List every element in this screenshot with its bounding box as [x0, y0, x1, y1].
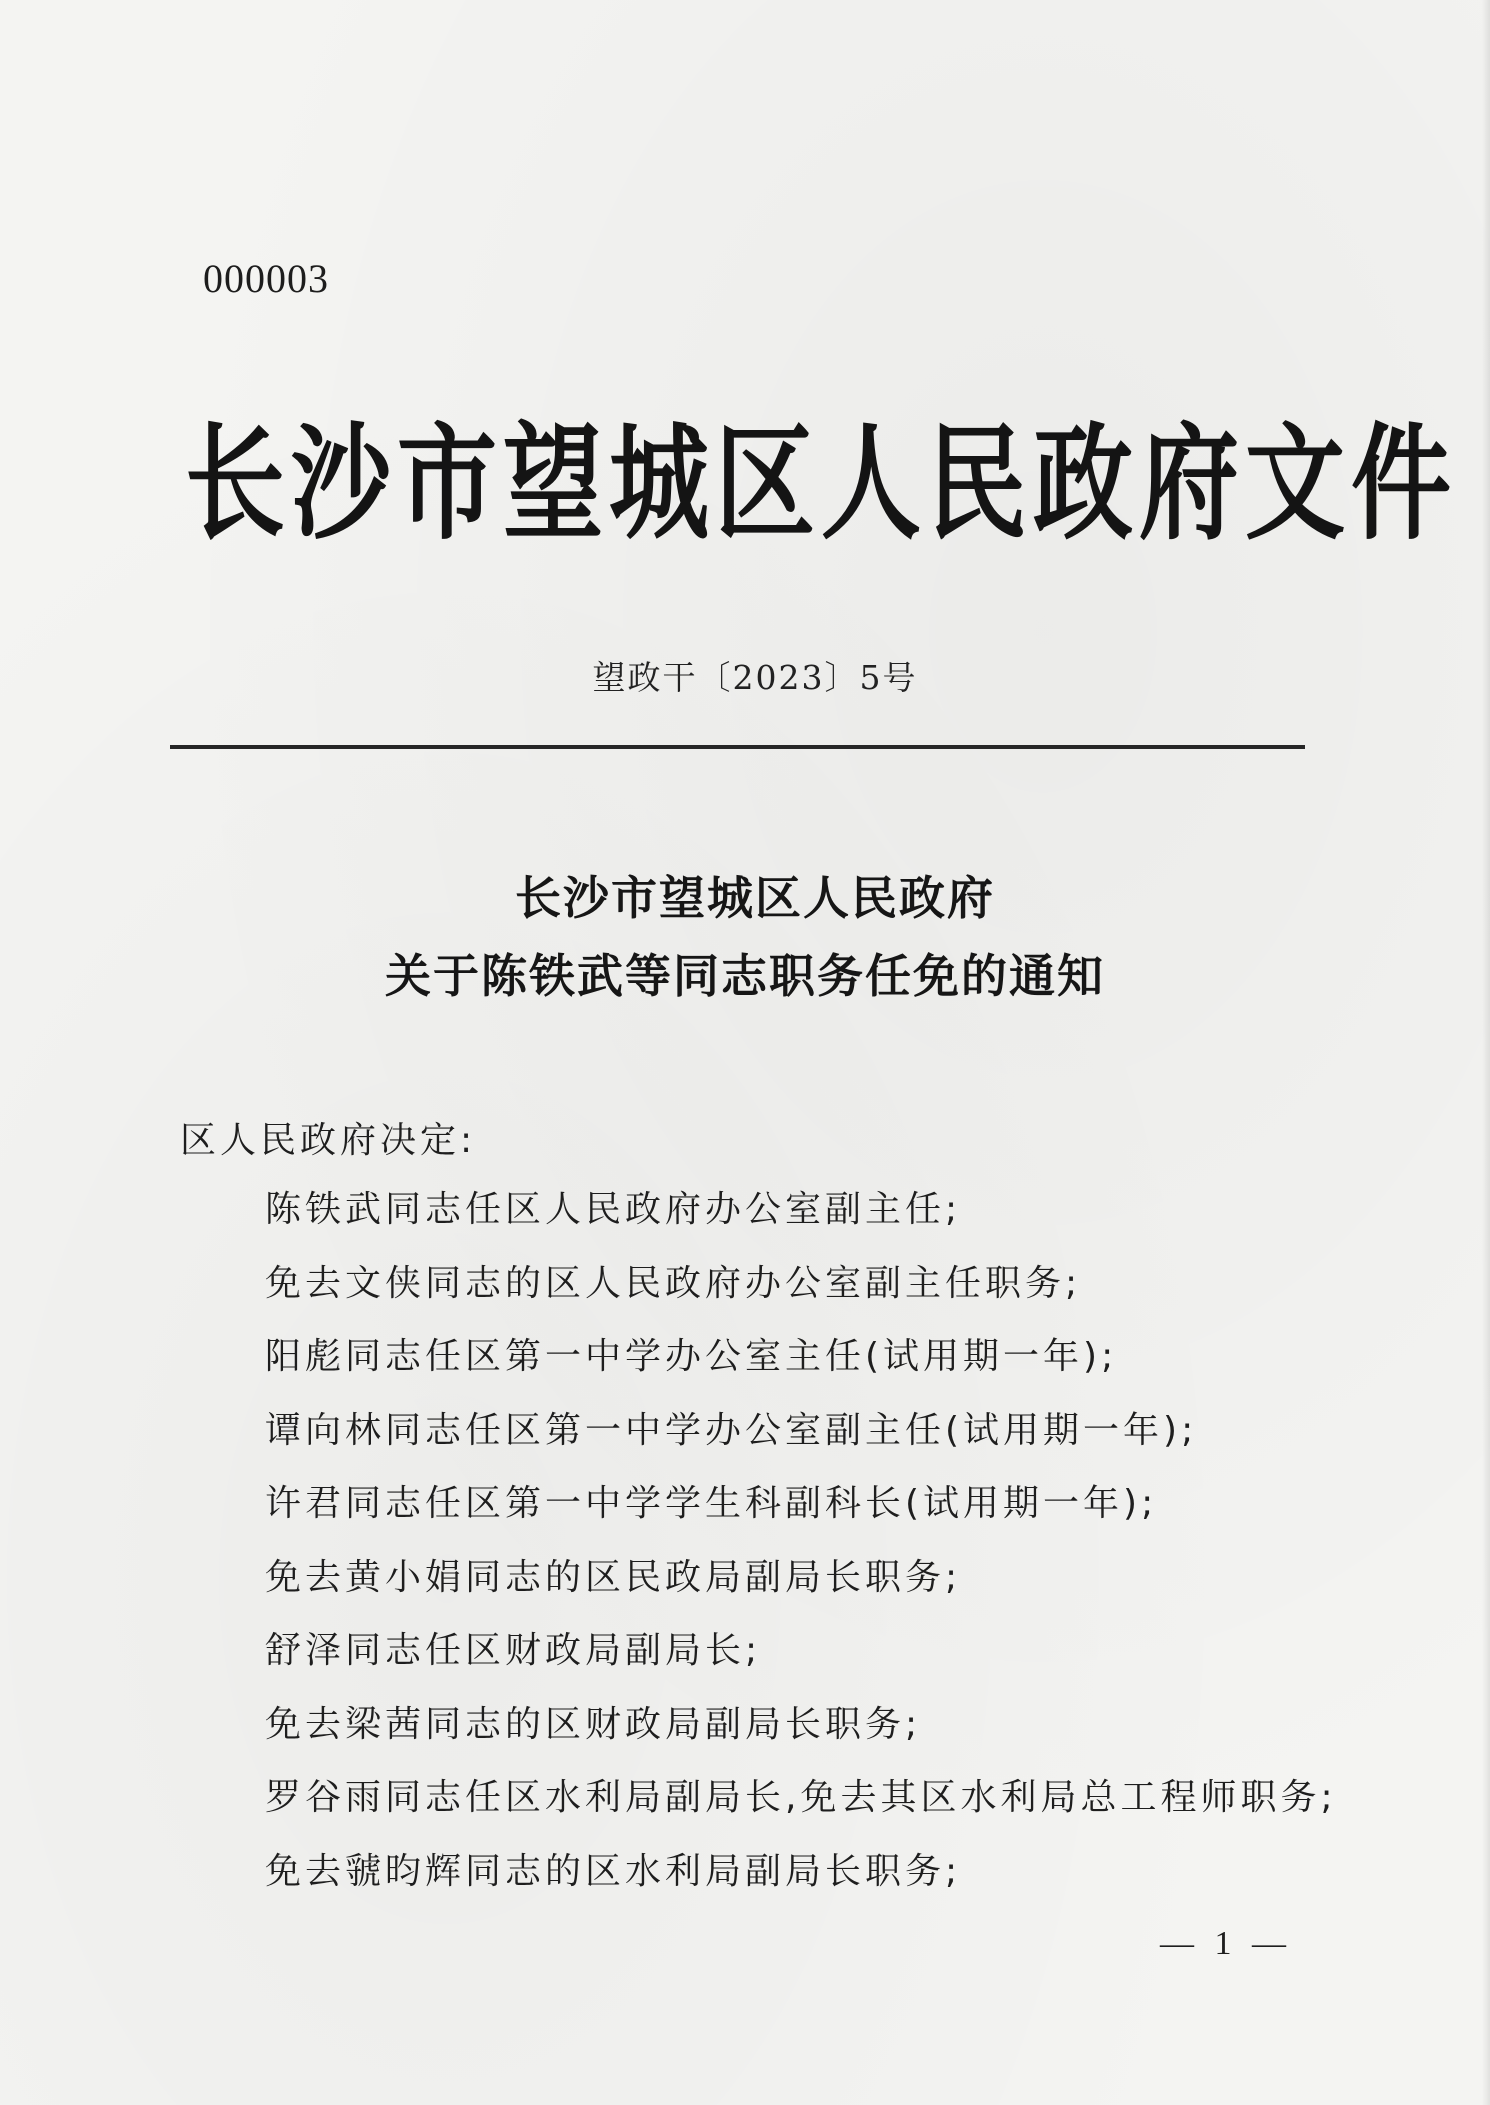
notice-title-line-1: 长沙市望城区人民政府 — [515, 871, 995, 925]
appointment-item: 免去文侠同志的区人民政府办公室副主任职务; — [265, 1262, 1082, 1304]
appointment-item: 阳彪同志任区第一中学办公室主任(试用期一年); — [265, 1336, 1118, 1377]
appointment-list — [265, 1185, 1337, 1920]
appointment-item: 罗谷雨同志任区水利局副局长,免去其区水利局总工程师职务; — [265, 1777, 1337, 1818]
appointment-item: 免去黄小娟同志的区民政局副局长职务; — [265, 1556, 962, 1598]
appointment-item: 许君同志任区第一中学学生科副科长(试用期一年); — [265, 1483, 1158, 1524]
header-divider — [170, 745, 1305, 749]
page-number: — 1 — — [1160, 1925, 1292, 1962]
appointment-item: 免去虢昀辉同志的区水利局副局长职务; — [265, 1850, 962, 1892]
scan-edge-shadow — [1482, 0, 1490, 2105]
notice-title-line-2: 关于陈铁武等同志职务任免的通知 — [385, 949, 1105, 1003]
document-number: 望政干〔2023〕5号 — [592, 658, 918, 697]
appointment-item: 陈铁武同志任区人民政府办公室副主任; — [265, 1189, 962, 1230]
issuer-title: 长沙市望城区人民政府文件 — [185, 409, 1457, 557]
appointment-item: 免去梁茜同志的区财政局副局长职务; — [265, 1703, 922, 1745]
decision-intro: 区人民政府决定: — [180, 1120, 477, 1161]
appointment-item: 舒泽同志任区财政局副局长; — [265, 1630, 762, 1671]
document-serial-number: 000003 — [203, 256, 329, 301]
appointment-item: 谭向林同志任区第一中学办公室副主任(试用期一年); — [265, 1409, 1198, 1451]
